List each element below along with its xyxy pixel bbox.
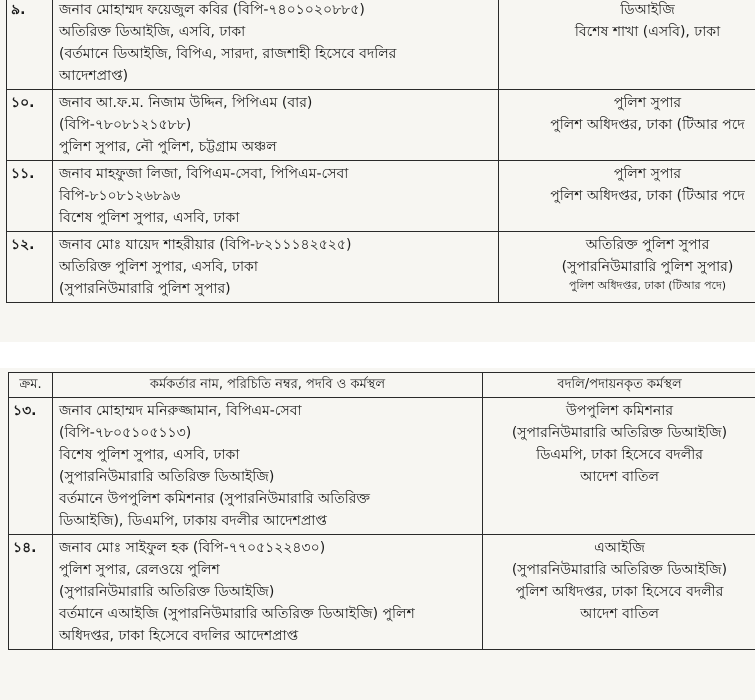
posting-line: ডিআইজি: [620, 2, 675, 18]
posting-line: পুলিশ অধিদপ্তর, ঢাকা (টিআর পদে: [550, 117, 745, 133]
officer-line: ডিআইজি), ডিএমপি, ঢাকায় বদলীর আদেশপ্রাপ্ত: [59, 513, 327, 529]
officer-details: [53, 398, 483, 535]
serial-number: ১৪.: [9, 535, 53, 650]
officer-line: (সুপারনিউমারারি অতিরিক্ত ডিআইজি): [59, 469, 275, 485]
header-posting: বদলি/পদায়নকৃত কর্মস্থল: [483, 373, 755, 398]
posting-line: অতিরিক্ত পুলিশ সুপার: [585, 237, 710, 253]
transfer-table-part1: [6, 0, 755, 303]
table-row: [7, 0, 755, 90]
new-posting: [499, 90, 755, 161]
posting-line: আদেশ বাতিল: [580, 606, 659, 622]
posting-line: উপপুলিশ কমিশনার: [565, 403, 674, 419]
officer-line: পুলিশ সুপার, নৌ পুলিশ, চট্টগ্রাম অঞ্চল: [59, 139, 277, 155]
officer-line: অধিদপ্তর, ঢাকা হিসেবে বদলির আদেশপ্রাপ্ত: [59, 628, 299, 644]
posting-line: পুলিশ অধিদপ্তর, ঢাকা (টিআর পদে): [568, 279, 727, 292]
document-page-fragment-bottom: [0, 368, 755, 700]
posting-line: আদেশ বাতিল: [580, 469, 659, 485]
officer-line: জনাব মাহফুজা লিজা, বিপিএম-সেবা, পিপিএম-সেবা: [59, 166, 349, 182]
serial-number: ১০.: [7, 90, 53, 161]
serial-number: ১২.: [7, 232, 53, 303]
officer-line: অতিরিক্ত ডিআইজি, এসবি, ঢাকা: [59, 24, 246, 40]
new-posting: [499, 0, 755, 90]
table-row: [9, 535, 755, 650]
officer-line: বিপি-৮১০৮১২৬৮৯৬: [59, 188, 181, 204]
officer-line: (সুপারনিউমারারি পুলিশ সুপার): [59, 281, 231, 297]
officer-line: বর্তমানে এআইজি (সুপারনিউমারারি অতিরিক্ত ডিআইজি) পুলিশ: [59, 606, 415, 622]
header-officer: কর্মকর্তার নাম, পরিচিতি নম্বর, পদবি ও কর্মস্থল: [53, 373, 483, 398]
serial-number: ৯.: [7, 0, 53, 90]
posting-line: (সুপারনিউমারারি অতিরিক্ত ডিআইজি): [511, 562, 728, 578]
posting-line: এআইজি: [594, 540, 645, 556]
document-page-fragment-top: [0, 0, 755, 342]
officer-line: পুলিশ সুপার, রেলওয়ে পুলিশ: [59, 562, 220, 578]
table-row: [7, 232, 755, 303]
officer-line: বর্তমানে উপপুলিশ কমিশনার (সুপারনিউমারারি অতিরিক্ত: [59, 491, 370, 507]
new-posting: [483, 535, 755, 650]
posting-line: (সুপারনিউমারারি পুলিশ সুপার): [561, 259, 734, 275]
officer-line: জনাব আ.ফ.ম. নিজাম উদ্দিন, পিপিএম (বার): [59, 95, 313, 111]
posting-line: পুলিশ সুপার: [613, 95, 682, 111]
posting-line: (সুপারনিউমারারি অতিরিক্ত ডিআইজি): [511, 425, 728, 441]
header-serial: ক্রম.: [9, 373, 53, 398]
page-gap: [0, 342, 755, 368]
officer-line: আদেশপ্রাপ্ত): [59, 68, 129, 84]
officer-line: বিশেষ পুলিশ সুপার, এসবি, ঢাকা: [59, 210, 240, 226]
officer-line: অতিরিক্ত পুলিশ সুপার, এসবি, ঢাকা: [59, 259, 258, 275]
new-posting: [499, 232, 755, 303]
officer-line: বিশেষ পুলিশ সুপার, এসবি, ঢাকা: [59, 447, 240, 463]
officer-line: (সুপারনিউমারারি অতিরিক্ত ডিআইজি): [59, 584, 275, 600]
table-row: [7, 161, 755, 232]
table-row: [7, 90, 755, 161]
new-posting: [483, 398, 755, 535]
officer-line: জনাব মোহাম্মদ মনিরুজ্জামান, বিপিএম-সেবা: [59, 403, 302, 419]
transfer-table-part2: [8, 372, 755, 650]
officer-details: [53, 535, 483, 650]
officer-details: [53, 161, 499, 232]
officer-details: [53, 0, 499, 90]
table-header-row: [9, 373, 755, 398]
officer-line: (বিপি-৭৮০৫১০৫১১৩): [59, 425, 192, 441]
posting-line: ডিএমপি, ঢাকা হিসেবে বদলীর: [536, 447, 703, 463]
table-row: [9, 398, 755, 535]
officer-line: জনাব মোঃ সাইফুল হক (বিপি-৭৭০৫১২২৪৩০): [59, 540, 326, 556]
officer-line: (বর্তমানে ডিআইজি, বিপিএ, সারদা, রাজশাহী হিসেবে বদলির: [59, 46, 397, 62]
officer-line: জনাব মোঃ যায়েদ শাহরীয়ার (বিপি-৮২১১১৪২৫২৫): [59, 237, 352, 253]
officer-line: জনাব মোহাম্মদ ফয়েজুল কবির (বিপি-৭৪০১০২০৮৮৫): [59, 2, 365, 18]
serial-number: ১৩.: [9, 398, 53, 535]
posting-line: পুলিশ অধিদপ্তর, ঢাকা (টিআর পদে: [550, 188, 745, 204]
officer-details: [53, 232, 499, 303]
officer-line: (বিপি-৭৮০৮১২১৫৮৮): [59, 117, 192, 133]
serial-number: ১১.: [7, 161, 53, 232]
new-posting: [499, 161, 755, 232]
officer-details: [53, 90, 499, 161]
posting-line: পুলিশ সুপার: [613, 166, 682, 182]
posting-line: বিশেষ শাখা (এসবি), ঢাকা: [574, 24, 721, 40]
posting-line: পুলিশ অধিদপ্তর, ঢাকা হিসেবে বদলীর: [515, 584, 724, 600]
